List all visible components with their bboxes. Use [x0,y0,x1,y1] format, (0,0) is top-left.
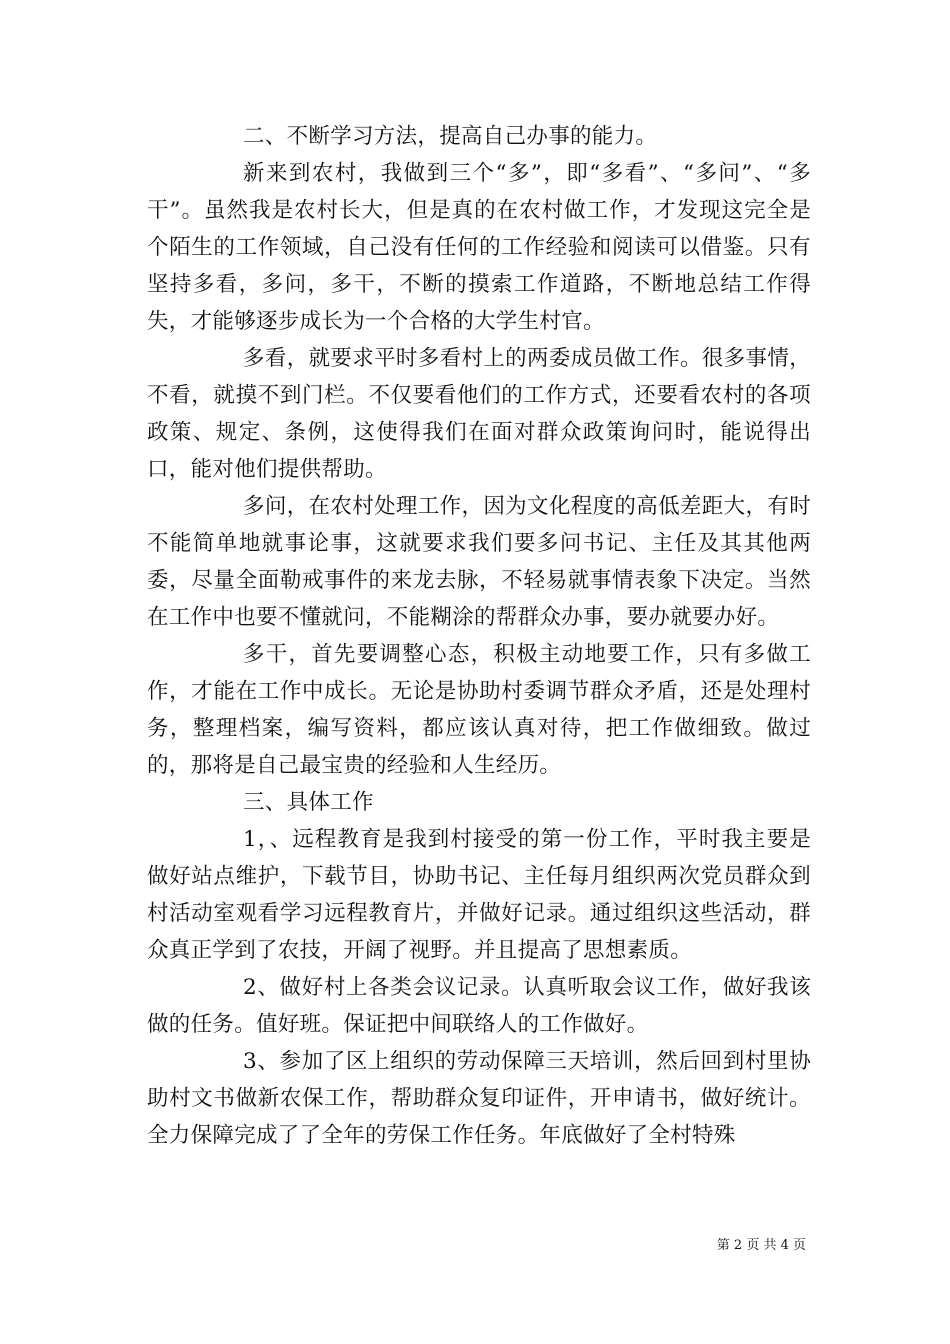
section-heading-study-methods: 二、不断学习方法，提高自己办事的能力。 [243,124,658,149]
page-number-footer: 第 2 页 共 4 页 [716,1238,806,1253]
paragraph-look-more: 多看，就要求平时多看村上的两委成员做工作。很多事情，不看，就摸不到门栏。不仅要看他们的工作方式，还要看农村的各项政策、规定、条例，这使得我们在面对群众政策询问时，能说得出口，能对他们提供帮助。 [147,346,811,482]
section-heading-specific-work: 三、具体工作 [243,790,374,815]
list-item-labor-security: 3、参加了区上组织的劳动保障三天培训，然后回到村里协助村文书做新农保工作，帮助群众复印证件，开申请书，做好统计。全力保障完成了了全年的劳保工作任务。年底做好了全村特殊 [147,1049,811,1148]
paragraph-three-more: 新来到农村，我做到三个“多”，即“多看”、“多问”、“多干”。虽然我是农村长大，但是真的在农村做工作，才发现这完全是个陌生的工作领域，自己没有任何的工作经验和阅读可以借鉴。只有坚持多看，多问，多干，不断的摸索工作道路，不断地总结工作得失，才能够逐步成长为一个合格的大学生村官。 [147,161,811,334]
list-item-remote-education: 1，、远程教育是我到村接受的第一份工作，平时我主要是做好站点维护，下载节目，协助书记、主任每月组织两次党员群众到村活动室观看学习远程教育片，并做好记录。通过组织这些活动，群众真正学到了农技，开阔了视野。并且提高了思想素质。 [147,827,811,963]
paragraph-ask-more: 多问，在农村处理工作，因为文化程度的高低差距大，有时不能简单地就事论事，这就要求我们要多问书记、主任及其其他两委，尽量全面勒戒事件的来龙去脉，不轻易就事情表象下决定。当然在工作中也要不懂就问，不能糊涂的帮群众办事，要办就要办好。 [147,494,811,630]
list-item-meeting-records: 2、做好村上各类会议记录。认真听取会议工作，做好我该做的任务。值好班。保证把中间联络人的工作做好。 [147,975,811,1037]
paragraph-do-more: 多干，首先要调整心态，积极主动地要工作，只有多做工作，才能在工作中成长。无论是协助村委调节群众矛盾，还是处理村务，整理档案，编写资料，都应该认真对待，把工作做细致。做过的，那将是自己最宝贵的经验和人生经历。 [147,642,811,778]
document-body [147,118,811,1154]
